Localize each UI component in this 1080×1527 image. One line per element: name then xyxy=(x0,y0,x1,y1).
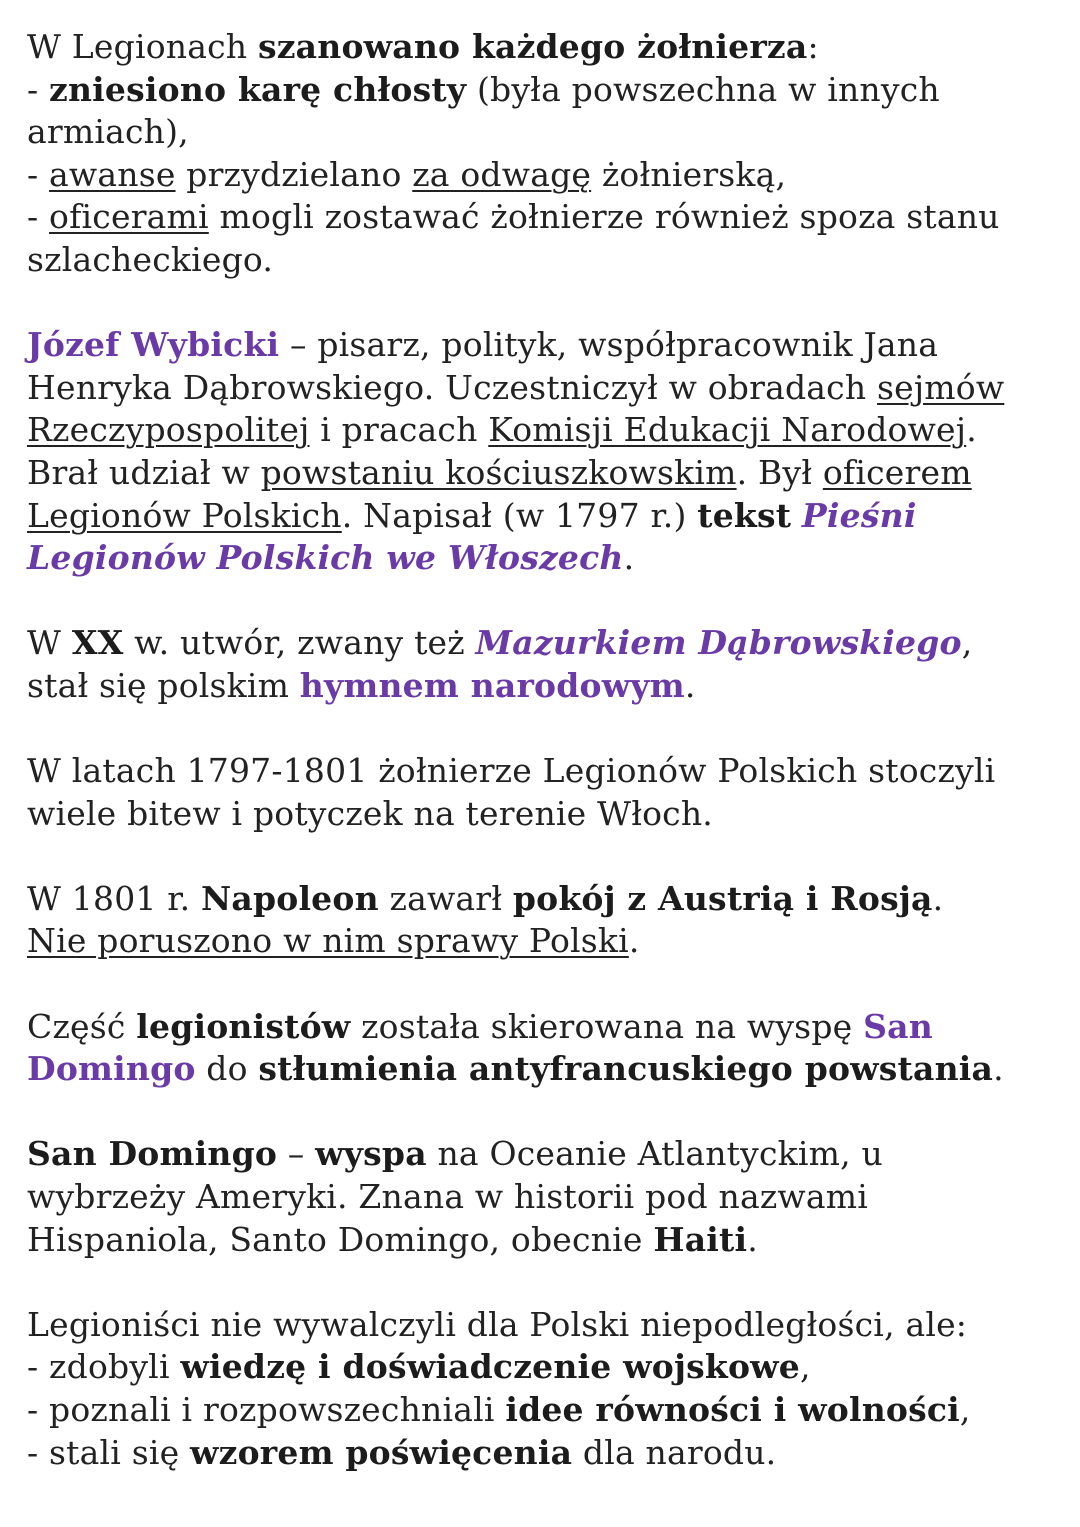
underlined-text: awanse xyxy=(49,154,176,194)
text: mogli zostawać żołnierze również spoza stanu xyxy=(208,197,1000,237)
text: na Oceanie Atlantyckim, u xyxy=(426,1134,883,1174)
text: do xyxy=(195,1049,259,1089)
underlined-text: sejmów xyxy=(877,367,1005,407)
text: armiach), xyxy=(27,112,189,152)
text: stał się polskim xyxy=(27,665,300,705)
text: , xyxy=(959,1390,971,1429)
text: Hispaniola, Santo Domingo, obecnie xyxy=(27,1219,654,1259)
bold-text: XX xyxy=(71,623,124,663)
bold-text: szanowano każdego żołnierza xyxy=(257,27,808,66)
text: – xyxy=(277,1134,316,1174)
bold-text: legionistów xyxy=(136,1006,351,1046)
bold-text: tekst xyxy=(697,495,792,535)
underlined-text: za odwagę xyxy=(412,154,592,194)
text-line xyxy=(27,324,1067,367)
text-line xyxy=(27,622,1067,665)
text-line xyxy=(27,1389,1067,1432)
text: . xyxy=(747,1219,758,1259)
text: . Napisał (w 1797 r.) xyxy=(341,495,698,535)
text: W xyxy=(27,623,72,663)
text-line xyxy=(27,409,1067,452)
text: . xyxy=(628,921,640,961)
text-line xyxy=(27,111,1067,154)
paragraph-anthem xyxy=(27,622,1067,707)
highlighted-term: hymnem narodowym xyxy=(299,665,685,705)
underlined-text: Nie poruszono w nim sprawy Polski xyxy=(27,921,629,961)
text: zawarł xyxy=(378,878,513,918)
text: - poznali i rozpowszechniali xyxy=(27,1390,506,1429)
text: . xyxy=(684,665,696,705)
text-line xyxy=(27,793,1067,836)
text: wiele bitew i potyczek na terenie Włoch. xyxy=(27,793,713,833)
bold-text: wiedzę i doświadczenie wojskowe xyxy=(180,1347,800,1387)
highlighted-title: Mazurkiem Dąbrowskiego xyxy=(475,623,962,663)
text-line xyxy=(27,239,1067,282)
text: wybrzeży Ameryki. Znana w historii pod nazwami xyxy=(27,1177,868,1217)
text-line xyxy=(27,1006,1067,1049)
text-line xyxy=(27,26,1067,69)
text-line xyxy=(27,1304,1067,1347)
bullet-dash: - xyxy=(27,154,50,194)
highlighted-title: Pieśni xyxy=(801,495,917,535)
text-line xyxy=(27,1048,1067,1091)
highlighted-name: Józef Wybicki xyxy=(27,325,280,365)
text: . xyxy=(932,878,944,918)
paragraph-wybicki xyxy=(27,324,1067,580)
text-line xyxy=(27,196,1067,239)
text: Henryka Dąbrowskiego. Uczestniczył w obradach xyxy=(27,367,878,407)
underlined-text: Rzeczypospolitej xyxy=(27,410,310,450)
text-line xyxy=(27,537,1067,580)
text xyxy=(791,496,802,535)
text: - zdobyli xyxy=(27,1347,181,1387)
bold-text: Haiti xyxy=(653,1219,748,1259)
text: W 1801 r. xyxy=(27,878,202,918)
bold-text: wzorem poświęcenia xyxy=(190,1432,573,1472)
bold-text: stłumienia antyfrancuskiego powstania xyxy=(258,1049,994,1089)
text: żołnierską, xyxy=(591,154,787,194)
text-line xyxy=(27,920,1067,963)
text: została skierowana na wyspę xyxy=(350,1006,864,1046)
text-line xyxy=(27,1346,1067,1389)
bold-text: idee równości i wolności xyxy=(505,1390,960,1429)
bold-text: pokój z Austrią i Rosją xyxy=(512,878,933,918)
text: : xyxy=(807,27,819,66)
text: . xyxy=(966,410,977,450)
text-line xyxy=(27,750,1067,793)
paragraph-peace xyxy=(27,878,1067,963)
highlighted-place: Domingo xyxy=(27,1049,196,1089)
text-line xyxy=(27,878,1067,921)
highlighted-place: San xyxy=(863,1006,933,1046)
bold-text: San Domingo xyxy=(27,1134,278,1174)
text: . xyxy=(623,538,635,578)
bullet-dash: - xyxy=(27,69,50,109)
text-line xyxy=(27,1176,1067,1219)
document-page xyxy=(27,26,1067,1474)
underlined-text: oficerem xyxy=(822,452,972,492)
underlined-text: oficerami xyxy=(49,197,209,237)
text: Część xyxy=(27,1006,137,1046)
bold-text: wyspa xyxy=(315,1134,427,1174)
text: , xyxy=(799,1347,811,1387)
paragraph-legion-respect xyxy=(27,26,1067,282)
text: Brał udział w xyxy=(27,452,261,492)
bullet-dash: - xyxy=(27,197,50,237)
text: W Legionach xyxy=(27,27,258,66)
paragraph-san-domingo-definition xyxy=(27,1133,1067,1261)
text-line xyxy=(27,1219,1067,1262)
text-line xyxy=(27,1133,1067,1176)
text: w. utwór, zwany też xyxy=(123,623,476,663)
text: . Był xyxy=(736,452,823,492)
text-line xyxy=(27,154,1067,197)
text: Legioniści nie wywalczyli dla Polski niepodległości, ale: xyxy=(27,1304,968,1344)
text: – pisarz, polityk, współpracownik Jana xyxy=(279,325,939,365)
paragraph-san-domingo-expedition xyxy=(27,1006,1067,1091)
underlined-text: Legionów Polskich xyxy=(27,495,342,535)
paragraph-battles xyxy=(27,750,1067,835)
text: dla narodu. xyxy=(572,1432,777,1472)
bold-text: zniesiono karę chłosty xyxy=(49,69,467,109)
text-line xyxy=(27,367,1067,410)
text: W latach 1797-1801 żołnierze Legionów Polskich stoczyli xyxy=(27,751,996,791)
text-line xyxy=(27,69,1067,112)
text: (była powszechna w innych xyxy=(466,69,940,109)
text: - stali się xyxy=(27,1432,191,1472)
underlined-text: powstaniu kościuszkowskim xyxy=(260,452,737,492)
text-line xyxy=(27,495,1067,538)
text: szlacheckiego. xyxy=(27,239,274,279)
highlighted-title: Legionów Polskich we Włoszech xyxy=(27,538,624,578)
text: . xyxy=(993,1049,1004,1089)
paragraph-legacy xyxy=(27,1304,1067,1474)
text-line xyxy=(27,452,1067,495)
text: , xyxy=(961,623,973,663)
underlined-text: Komisji Edukacji Narodowej xyxy=(488,410,967,450)
text: przydzielano xyxy=(175,154,413,194)
text-line xyxy=(27,665,1067,708)
text-line xyxy=(27,1432,1067,1475)
text: i pracach xyxy=(309,410,489,450)
bold-text: Napoleon xyxy=(201,878,379,918)
